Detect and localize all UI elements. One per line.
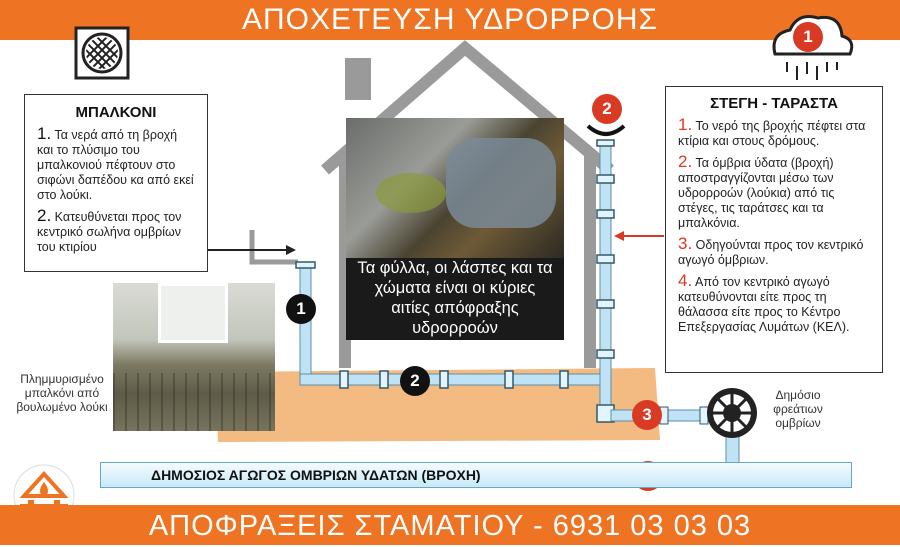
roof-step-1: 1. Το νερό της βροχής πέφτει στα κτίρια και στους δρόμους. — [678, 115, 866, 148]
balcony-panel — [24, 94, 208, 272]
footer-banner — [0, 505, 900, 545]
roof-step-4: 4. Από τον κεντρικό αγωγό κατευθύνονται είτε προς τη θάλασσα είτε προς το Κέντρο Επεξεργασίας Λυμάτων (ΚΕΛ). — [678, 271, 850, 334]
flooded-balcony-photo — [113, 283, 275, 431]
roof-panel — [665, 86, 883, 373]
footer-text: ΑΠΟΦΡΑΞΕΙΣ ΣΤΑΜΑΤΙΟΥ - 6931 03 03 03 — [148, 510, 752, 542]
public-storm-pipe — [100, 462, 852, 488]
badge-roof-3: 3 — [632, 400, 662, 430]
public-storm-pipe-label: ΔΗΜΟΣΙΟΣ ΑΓΩΓΟΣ ΟΜΒΡΙΩΝ ΥΔΑΤΩΝ (ΒΡΟΧΗ) — [151, 467, 481, 483]
roof-arrow — [614, 231, 664, 241]
roof-panel-title: ΣΤΕΓΗ - ΤΑΡΑΣΤΑ — [710, 95, 838, 112]
badge-roof-2: 2 — [592, 94, 622, 124]
balcony-panel-title: ΜΠΑΛΚΟΝΙ — [75, 104, 157, 121]
badge-balcony-1: 1 — [286, 294, 316, 324]
page-title: ΑΠΟΧΕΤΕΥΣΗ ΥΔΡΟΡΡΟΗΣ — [241, 3, 659, 36]
manhole-caption: Δημόσιο φρεάτιων ομβρίων — [773, 388, 823, 430]
balcony-edge — [252, 230, 298, 262]
gutter-photo — [346, 118, 564, 340]
floor-drain-icon — [76, 28, 128, 78]
badge-roof-1: 1 — [793, 22, 823, 52]
roof-step-3: 3. Οδηγούνται προς τον κεντρικό αγωγό όμβριων. — [678, 234, 864, 267]
roof-step-2: 2. Τα όμβρια ύδατα (βροχή) αποστραγγίζονται μέσω των υδρορροών (λούκια) από τις στέγες, τις ταράτσες και τα μπαλκόνια. — [678, 152, 835, 230]
gutter-photo-caption: Τα φύλλα, οι λάσπες και τα χώματα είναι οι κύριες αιτίες απόφραξης υδρορροών — [357, 259, 553, 337]
manhole-down-pipe — [726, 435, 739, 465]
badge-balcony-2: 2 — [400, 366, 430, 396]
flood-caption: Πλημμυρισμένο μπαλκόνι από βουλωμένο λούκι — [16, 372, 108, 414]
manhole-icon — [707, 388, 757, 438]
gutter-arc — [588, 126, 624, 134]
chimney — [345, 58, 371, 100]
balcony-step-1: 1. Τα νερά από τη βροχή και το πλύσιμο του μπαλκονιού πέφτουν στο σιφώνι δαπέδου κα από εκεί στο λούκι. — [37, 124, 194, 202]
balcony-step-2: 2. Κατευθύνεται προς τον κεντρικό σωλήνα ομβρίων του κτιρίου — [37, 206, 182, 254]
